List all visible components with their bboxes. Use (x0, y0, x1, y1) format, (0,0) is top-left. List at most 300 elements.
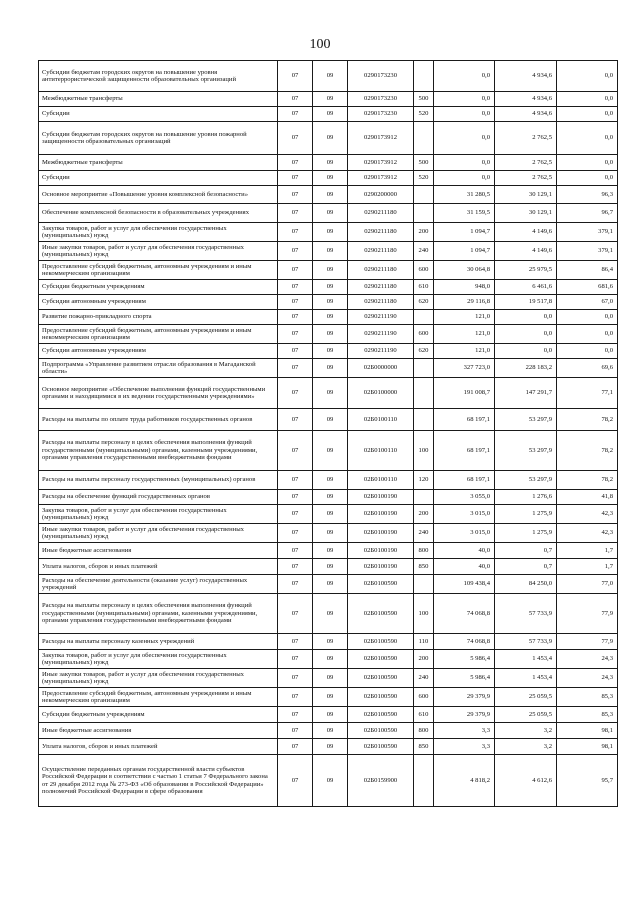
budget-table (38, 60, 618, 807)
section-code: 07 (278, 755, 313, 807)
target-article-code: 02Б0100190 (348, 490, 414, 505)
executed-amount: 228 183,2 (495, 359, 557, 378)
executed-amount: 1 453,4 (495, 669, 557, 688)
table-row (39, 242, 618, 261)
executed-amount: 6 461,6 (495, 280, 557, 295)
subsection-code: 09 (313, 186, 348, 204)
target-article-code: 0290211190 (348, 325, 414, 344)
subsection-code: 09 (313, 669, 348, 688)
table-row (39, 310, 618, 325)
subsection-code: 09 (313, 575, 348, 594)
table-row (39, 280, 618, 295)
expense-type-code: 110 (414, 634, 434, 650)
target-article-code: 02Б0000000 (348, 359, 414, 378)
section-code: 07 (278, 344, 313, 359)
section-code: 07 (278, 409, 313, 431)
target-article-code: 0290211190 (348, 310, 414, 325)
execution-percent: 85,3 (557, 707, 618, 723)
executed-amount: 1 276,6 (495, 490, 557, 505)
execution-percent: 24,3 (557, 650, 618, 669)
target-article-code: 02Б0100110 (348, 431, 414, 471)
execution-percent: 24,3 (557, 669, 618, 688)
subsection-code: 09 (313, 325, 348, 344)
executed-amount: 0,0 (495, 310, 557, 325)
execution-percent: 67,0 (557, 295, 618, 310)
section-code: 07 (278, 723, 313, 739)
expense-name: Основное мероприятие «Повышение уровня комплексной безопасности» (39, 186, 278, 204)
section-code: 07 (278, 107, 313, 122)
table-row (39, 325, 618, 344)
expense-type-code (414, 204, 434, 223)
table-row (39, 471, 618, 490)
subsection-code: 09 (313, 310, 348, 325)
planned-amount: 0,0 (434, 92, 495, 107)
executed-amount: 84 250,0 (495, 575, 557, 594)
expense-type-code: 200 (414, 650, 434, 669)
expense-name: Субсидии бюджетным учреждениям (39, 280, 278, 295)
table-row (39, 344, 618, 359)
section-code: 07 (278, 155, 313, 171)
subsection-code: 09 (313, 171, 348, 186)
table-row (39, 575, 618, 594)
target-article-code: 0290173912 (348, 171, 414, 186)
subsection-code: 09 (313, 559, 348, 575)
target-article-code: 02Б0100590 (348, 723, 414, 739)
planned-amount: 40,0 (434, 559, 495, 575)
subsection-code: 09 (313, 204, 348, 223)
table-row (39, 204, 618, 223)
executed-amount: 0,0 (495, 344, 557, 359)
execution-percent: 379,1 (557, 223, 618, 242)
executed-amount: 1 275,9 (495, 524, 557, 543)
table-row (39, 505, 618, 524)
planned-amount: 3,3 (434, 723, 495, 739)
subsection-code: 09 (313, 490, 348, 505)
expense-type-code: 800 (414, 543, 434, 559)
target-article-code: 0290211180 (348, 261, 414, 280)
planned-amount: 109 438,4 (434, 575, 495, 594)
expense-name: Субсидии автономным учреждениям (39, 295, 278, 310)
expense-name: Иные закупки товаров, работ и услуг для обеспечения государственных (муниципальных) нужд (39, 524, 278, 543)
subsection-code: 09 (313, 122, 348, 155)
section-code: 07 (278, 543, 313, 559)
expense-name: Субсидии бюджетам городских округов на повышение уровня пожарной защищенности образовательных организаций (39, 122, 278, 155)
table-row (39, 378, 618, 409)
table-row (39, 155, 618, 171)
expense-name: Иные закупки товаров, работ и услуг для обеспечения государственных (муниципальных) нужд (39, 242, 278, 261)
section-code: 07 (278, 186, 313, 204)
executed-amount: 4 934,6 (495, 61, 557, 92)
subsection-code: 09 (313, 359, 348, 378)
executed-amount: 57 733,9 (495, 594, 557, 634)
expense-type-code: 620 (414, 295, 434, 310)
table-row (39, 107, 618, 122)
executed-amount: 30 129,1 (495, 204, 557, 223)
execution-percent: 0,0 (557, 92, 618, 107)
expense-type-code (414, 186, 434, 204)
expense-name: Осуществление переданных органам государственной власти субъектов Российской Федерации в соответствии с частью 1 статьи 7 Федерального закона от 29 декабря 2012 года № 273-ФЗ «Об образовании в Российской Федерации» полномочий Российской Федерации в сфере образования (39, 755, 278, 807)
expense-name: Предоставление субсидий бюджетным, автономным учреждениям и иным некоммерческим организациям (39, 688, 278, 707)
planned-amount: 3 015,0 (434, 524, 495, 543)
expense-name: Расходы на обеспечение функций государственных органов (39, 490, 278, 505)
section-code: 07 (278, 575, 313, 594)
executed-amount: 25 979,5 (495, 261, 557, 280)
execution-percent: 77,9 (557, 634, 618, 650)
target-article-code: 02Б0100190 (348, 505, 414, 524)
expense-name: Расходы на обеспечение деятельности (оказание услуг) государственных учреждений (39, 575, 278, 594)
table-row (39, 431, 618, 471)
execution-percent: 379,1 (557, 242, 618, 261)
subsection-code: 09 (313, 707, 348, 723)
section-code: 07 (278, 171, 313, 186)
expense-name: Предоставление субсидий бюджетным, автономным учреждениям и иным некоммерческим организациям (39, 261, 278, 280)
table-row (39, 739, 618, 755)
subsection-code: 09 (313, 688, 348, 707)
expense-type-code: 520 (414, 107, 434, 122)
expense-type-code: 500 (414, 155, 434, 171)
expense-name: Расходы на выплаты персоналу в целях обеспечения выполнения функций государственными (муниципальными) органами, казенными учреждениями, органами управления государственными внебюджетными фондами (39, 431, 278, 471)
section-code: 07 (278, 650, 313, 669)
expense-name: Подпрограмма «Управление развитием отрасли образования в Магаданской области» (39, 359, 278, 378)
planned-amount: 29 379,9 (434, 707, 495, 723)
expense-type-code: 600 (414, 688, 434, 707)
target-article-code: 02Б0100590 (348, 634, 414, 650)
execution-percent: 96,3 (557, 186, 618, 204)
execution-percent: 95,7 (557, 755, 618, 807)
table-row (39, 634, 618, 650)
expense-name: Субсидии (39, 171, 278, 186)
expense-type-code: 240 (414, 242, 434, 261)
expense-name: Уплата налогов, сборов и иных платежей (39, 739, 278, 755)
planned-amount: 5 986,4 (434, 669, 495, 688)
target-article-code: 02Б0159900 (348, 755, 414, 807)
executed-amount: 2 762,5 (495, 122, 557, 155)
section-code: 07 (278, 505, 313, 524)
expense-name: Субсидии автономным учреждениям (39, 344, 278, 359)
executed-amount: 25 059,5 (495, 707, 557, 723)
executed-amount: 53 297,9 (495, 431, 557, 471)
planned-amount: 121,0 (434, 310, 495, 325)
executed-amount: 2 762,5 (495, 171, 557, 186)
expense-name: Обеспечение комплексной безопасности в образовательных учреждениях (39, 204, 278, 223)
executed-amount: 147 291,7 (495, 378, 557, 409)
expense-type-code: 200 (414, 223, 434, 242)
expense-type-code: 520 (414, 171, 434, 186)
expense-type-code (414, 409, 434, 431)
expense-type-code (414, 310, 434, 325)
executed-amount: 0,0 (495, 325, 557, 344)
section-code: 07 (278, 92, 313, 107)
subsection-code: 09 (313, 524, 348, 543)
executed-amount: 4 149,6 (495, 242, 557, 261)
table-row (39, 171, 618, 186)
planned-amount: 31 280,5 (434, 186, 495, 204)
expense-type-code: 100 (414, 431, 434, 471)
target-article-code: 02Б0100110 (348, 471, 414, 490)
expense-name: Уплата налогов, сборов и иных платежей (39, 559, 278, 575)
subsection-code: 09 (313, 107, 348, 122)
table-row (39, 359, 618, 378)
executed-amount: 25 059,5 (495, 688, 557, 707)
executed-amount: 0,7 (495, 543, 557, 559)
planned-amount: 327 723,0 (434, 359, 495, 378)
planned-amount: 74 068,8 (434, 594, 495, 634)
executed-amount: 4 149,6 (495, 223, 557, 242)
table-row (39, 490, 618, 505)
section-code: 07 (278, 688, 313, 707)
subsection-code: 09 (313, 61, 348, 92)
target-article-code: 0290211180 (348, 223, 414, 242)
target-article-code: 0290211180 (348, 295, 414, 310)
expense-name: Закупка товаров, работ и услуг для обеспечения государственных (муниципальных) нужд (39, 650, 278, 669)
target-article-code: 0290211180 (348, 280, 414, 295)
planned-amount: 3 055,0 (434, 490, 495, 505)
expense-name: Расходы на выплаты персоналу в целях обеспечения выполнения функций государственными (муниципальными) органами, казенными учреждениями, органами управления государственными внебюджетными фондами (39, 594, 278, 634)
execution-percent: 77,0 (557, 575, 618, 594)
planned-amount: 1 094,7 (434, 242, 495, 261)
executed-amount: 53 297,9 (495, 471, 557, 490)
expense-name: Развитие пожарно-прикладного спорта (39, 310, 278, 325)
executed-amount: 4 612,6 (495, 755, 557, 807)
table-row (39, 755, 618, 807)
planned-amount: 0,0 (434, 107, 495, 122)
expense-name: Межбюджетные трансферты (39, 155, 278, 171)
execution-percent: 96,7 (557, 204, 618, 223)
expense-type-code (414, 378, 434, 409)
execution-percent: 78,2 (557, 409, 618, 431)
planned-amount: 948,0 (434, 280, 495, 295)
execution-percent: 85,3 (557, 688, 618, 707)
executed-amount: 2 762,5 (495, 155, 557, 171)
section-code: 07 (278, 61, 313, 92)
section-code: 07 (278, 471, 313, 490)
subsection-code: 09 (313, 409, 348, 431)
section-code: 07 (278, 325, 313, 344)
execution-percent: 0,0 (557, 61, 618, 92)
expense-name: Закупка товаров, работ и услуг для обеспечения государственных (муниципальных) нужд (39, 223, 278, 242)
section-code: 07 (278, 310, 313, 325)
table-row (39, 594, 618, 634)
subsection-code: 09 (313, 261, 348, 280)
section-code: 07 (278, 378, 313, 409)
execution-percent: 78,2 (557, 471, 618, 490)
section-code: 07 (278, 261, 313, 280)
table-row (39, 61, 618, 92)
table-row (39, 707, 618, 723)
section-code: 07 (278, 295, 313, 310)
subsection-code: 09 (313, 223, 348, 242)
execution-percent: 86,4 (557, 261, 618, 280)
target-article-code: 02Б0100590 (348, 707, 414, 723)
target-article-code: 02Б0100190 (348, 559, 414, 575)
planned-amount: 74 068,8 (434, 634, 495, 650)
execution-percent: 1,7 (557, 559, 618, 575)
section-code: 07 (278, 634, 313, 650)
execution-percent: 0,0 (557, 344, 618, 359)
expense-name: Закупка товаров, работ и услуг для обеспечения государственных (муниципальных) нужд (39, 505, 278, 524)
section-code: 07 (278, 223, 313, 242)
planned-amount: 68 197,1 (434, 409, 495, 431)
section-code: 07 (278, 707, 313, 723)
subsection-code: 09 (313, 634, 348, 650)
subsection-code: 09 (313, 431, 348, 471)
expense-type-code: 850 (414, 739, 434, 755)
executed-amount: 19 517,8 (495, 295, 557, 310)
section-code: 07 (278, 524, 313, 543)
execution-percent: 78,2 (557, 431, 618, 471)
subsection-code: 09 (313, 723, 348, 739)
expense-name: Субсидии бюджетам городских округов на повышение уровня антитеррористической защищенности образовательных организаций (39, 61, 278, 92)
subsection-code: 09 (313, 505, 348, 524)
section-code: 07 (278, 559, 313, 575)
expense-type-code: 240 (414, 524, 434, 543)
planned-amount: 29 379,9 (434, 688, 495, 707)
expense-type-code: 620 (414, 344, 434, 359)
subsection-code: 09 (313, 739, 348, 755)
table-row (39, 295, 618, 310)
expense-type-code: 610 (414, 280, 434, 295)
page-number: 100 (309, 37, 331, 52)
execution-percent: 0,0 (557, 107, 618, 122)
executed-amount: 53 297,9 (495, 409, 557, 431)
expense-name: Расходы на выплаты по оплате труда работников государственных органов (39, 409, 278, 431)
execution-percent: 98,1 (557, 739, 618, 755)
section-code: 07 (278, 490, 313, 505)
expense-type-code (414, 359, 434, 378)
planned-amount: 31 159,5 (434, 204, 495, 223)
table-row (39, 186, 618, 204)
expense-type-code (414, 490, 434, 505)
subsection-code: 09 (313, 295, 348, 310)
execution-percent: 98,1 (557, 723, 618, 739)
target-article-code: 0290211190 (348, 344, 414, 359)
execution-percent: 69,6 (557, 359, 618, 378)
executed-amount: 0,7 (495, 559, 557, 575)
target-article-code: 0290211180 (348, 242, 414, 261)
expense-type-code (414, 575, 434, 594)
expense-name: Межбюджетные трансферты (39, 92, 278, 107)
execution-percent: 77,9 (557, 594, 618, 634)
table-row (39, 261, 618, 280)
subsection-code: 09 (313, 471, 348, 490)
execution-percent: 681,6 (557, 280, 618, 295)
expense-name: Субсидии бюджетным учреждениям (39, 707, 278, 723)
table-row (39, 669, 618, 688)
table-row (39, 122, 618, 155)
expense-name: Иные закупки товаров, работ и услуг для обеспечения государственных (муниципальных) нужд (39, 669, 278, 688)
executed-amount: 57 733,9 (495, 634, 557, 650)
expense-name: Расходы на выплаты персоналу государственных (муниципальных) органов (39, 471, 278, 490)
execution-percent: 0,0 (557, 310, 618, 325)
table-row (39, 543, 618, 559)
planned-amount: 3,3 (434, 739, 495, 755)
target-article-code: 02Б0100190 (348, 524, 414, 543)
target-article-code: 02Б0100190 (348, 543, 414, 559)
executed-amount: 30 129,1 (495, 186, 557, 204)
target-article-code: 0290200000 (348, 186, 414, 204)
execution-percent: 41,8 (557, 490, 618, 505)
expense-type-code: 600 (414, 261, 434, 280)
planned-amount: 68 197,1 (434, 471, 495, 490)
section-code: 07 (278, 669, 313, 688)
expense-type-code: 610 (414, 707, 434, 723)
section-code: 07 (278, 122, 313, 155)
section-code: 07 (278, 739, 313, 755)
subsection-code: 09 (313, 378, 348, 409)
table-row (39, 650, 618, 669)
expense-type-code (414, 122, 434, 155)
expense-name: Иные бюджетные ассигнования (39, 723, 278, 739)
target-article-code: 02Б0100590 (348, 739, 414, 755)
executed-amount: 1 275,9 (495, 505, 557, 524)
target-article-code: 0290211180 (348, 204, 414, 223)
expense-name: Предоставление субсидий бюджетным, автономным учреждениям и иным некоммерческим организациям (39, 325, 278, 344)
table-row (39, 409, 618, 431)
planned-amount: 40,0 (434, 543, 495, 559)
expense-name: Основное мероприятие «Обеспечение выполнения функций государственными органами и находящимися в их ведении государственными учреждениями» (39, 378, 278, 409)
planned-amount: 5 986,4 (434, 650, 495, 669)
planned-amount: 30 064,8 (434, 261, 495, 280)
subsection-code: 09 (313, 594, 348, 634)
expense-type-code: 100 (414, 594, 434, 634)
target-article-code: 02Б0100590 (348, 650, 414, 669)
expense-name: Иные бюджетные ассигнования (39, 543, 278, 559)
expense-type-code: 850 (414, 559, 434, 575)
planned-amount: 4 818,2 (434, 755, 495, 807)
planned-amount: 0,0 (434, 171, 495, 186)
section-code: 07 (278, 204, 313, 223)
expense-type-code (414, 755, 434, 807)
execution-percent: 0,0 (557, 171, 618, 186)
executed-amount: 1 453,4 (495, 650, 557, 669)
target-article-code: 0290173912 (348, 122, 414, 155)
table-row (39, 92, 618, 107)
execution-percent: 0,0 (557, 155, 618, 171)
expense-type-code: 200 (414, 505, 434, 524)
table-row (39, 688, 618, 707)
subsection-code: 09 (313, 242, 348, 261)
section-code: 07 (278, 594, 313, 634)
target-article-code: 0290173230 (348, 92, 414, 107)
executed-amount: 3,2 (495, 739, 557, 755)
planned-amount: 121,0 (434, 344, 495, 359)
target-article-code: 0290173230 (348, 61, 414, 92)
section-code: 07 (278, 431, 313, 471)
table-row (39, 723, 618, 739)
section-code: 07 (278, 242, 313, 261)
planned-amount: 0,0 (434, 61, 495, 92)
expense-type-code: 600 (414, 325, 434, 344)
execution-percent: 42,3 (557, 524, 618, 543)
executed-amount: 3,2 (495, 723, 557, 739)
executed-amount: 4 934,6 (495, 107, 557, 122)
table-row (39, 524, 618, 543)
execution-percent: 42,3 (557, 505, 618, 524)
target-article-code: 02Б0100590 (348, 575, 414, 594)
table-body (39, 61, 618, 807)
section-code: 07 (278, 359, 313, 378)
table-row (39, 223, 618, 242)
planned-amount: 0,0 (434, 155, 495, 171)
target-article-code: 0290173912 (348, 155, 414, 171)
planned-amount: 68 197,1 (434, 431, 495, 471)
planned-amount: 121,0 (434, 325, 495, 344)
planned-amount: 191 008,7 (434, 378, 495, 409)
planned-amount: 1 094,7 (434, 223, 495, 242)
subsection-code: 09 (313, 755, 348, 807)
target-article-code: 02Б0100000 (348, 378, 414, 409)
planned-amount: 0,0 (434, 122, 495, 155)
